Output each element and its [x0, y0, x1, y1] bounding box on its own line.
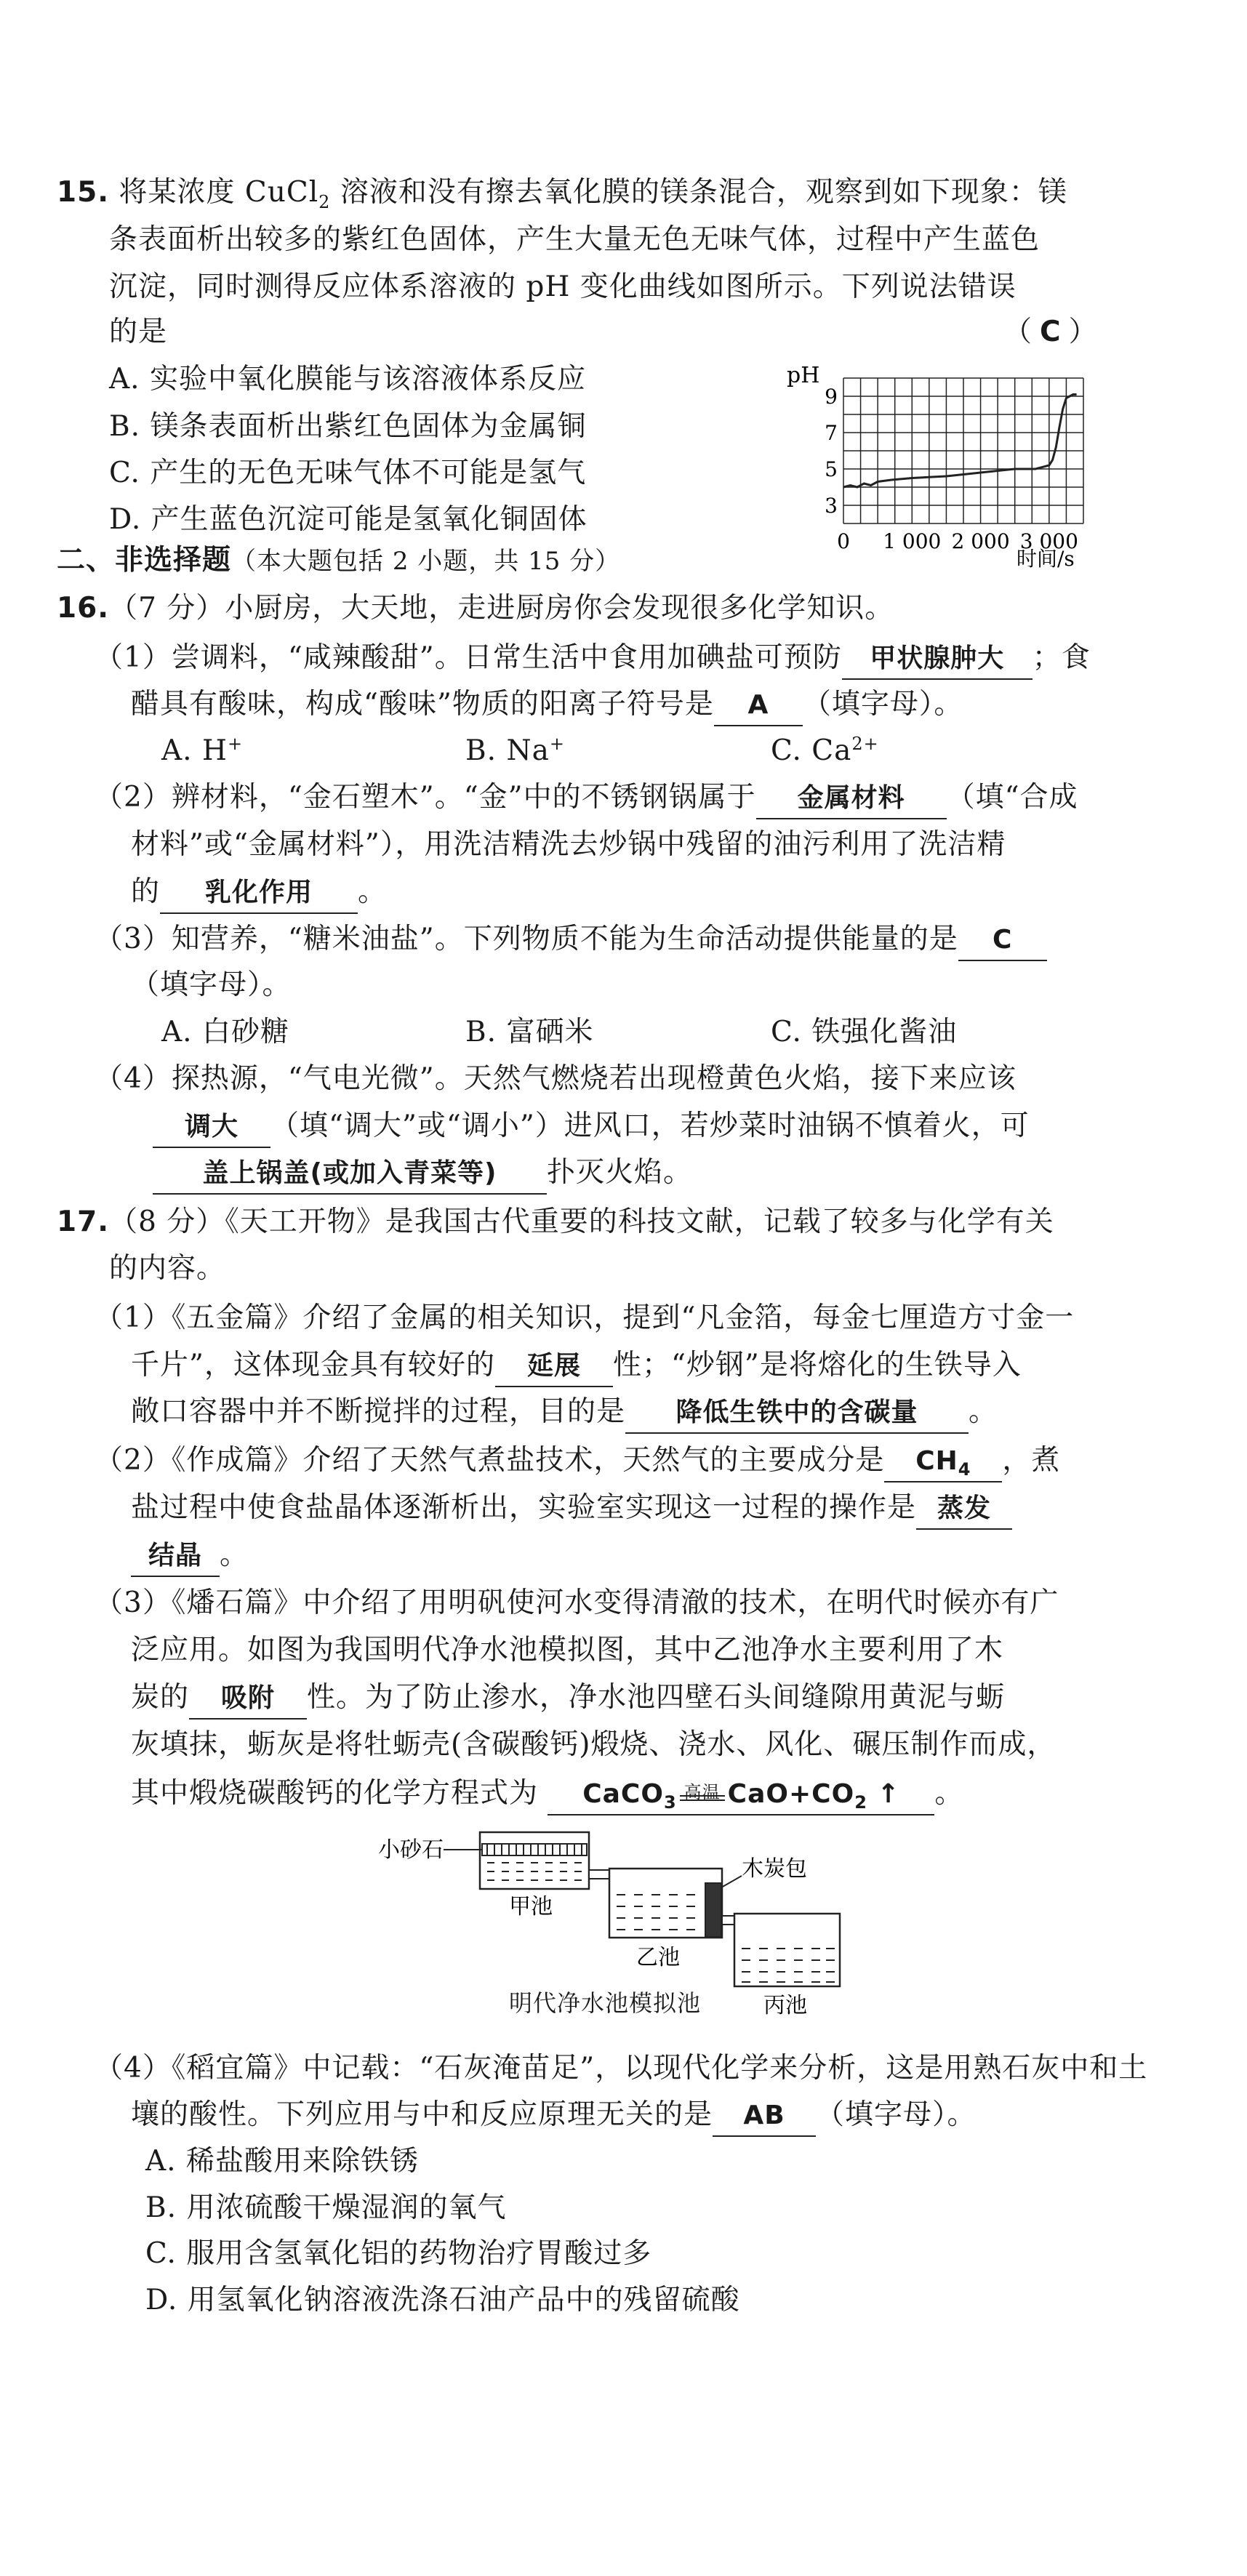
q16-p3-options [0, 1013, 1247, 1052]
equation-blank: CaCO$_3$ 高温 $CaO+CO_2$ ↑ [548, 1775, 934, 1815]
q17-p4-line-1: （4）《稻宜篇》中记载：“石灰淹苗足”，以现代化学来分析，这是用熟石灰中和土 [95, 2052, 1148, 2085]
answer-blank: A [714, 686, 803, 726]
x-tick-label: 3 000 [1019, 529, 1078, 553]
answer-blank: 结晶 [131, 1536, 220, 1577]
y-tick-label: 7 [825, 421, 838, 445]
q15-line-1: 15. 将某浓度 CuCl$_2$ 溶液和没有擦去氧化膜的镁条混合，观察到如下现象：镁 [57, 176, 1067, 212]
answer-blank: AB [713, 2096, 816, 2137]
q16-p3-line-2: （填字母）。 [131, 968, 292, 1001]
q17-p2-line-1: （2）《作成篇》介绍了天然气煮盐技术，天然气的主要成分是 $CH_4$ ，煮 [95, 1441, 1060, 1482]
answer-blank: 降低生铁中的含碳量 [625, 1393, 969, 1434]
answer-blank: 金属材料 [756, 779, 947, 819]
q16-p2-line-2: 材料”或“金属材料”），用洗洁精洗去炒锅中残留的油污利用了洗洁精 [131, 828, 1006, 861]
y-axis-label: pH [787, 363, 820, 388]
q15-answer: （ C ） [1003, 316, 1098, 348]
q17-p4-option-d: D. 用氢氧化钠溶液洗涤石油产品中的残留硫酸 [145, 2284, 740, 2316]
q17-p1-line-1: （1）《五金篇》介绍了金属的相关知识，提到“凡金箔，每金七厘造方寸金一 [95, 1301, 1075, 1334]
answer-blank: C [958, 920, 1047, 961]
q17-p3-line-3: 炭的 吸附 性。为了防止渗水，净水池四壁石头间缝隙用黄泥与蛎 [131, 1678, 1005, 1720]
label-pool-c: 丙池 [763, 1993, 807, 2018]
q15-line-3: 沉淀，同时测得反应体系溶液的 pH 变化曲线如图所示。下列说法错误 [109, 270, 1017, 303]
label-sand: 小砂石 [378, 1837, 444, 1863]
x-tick-label: 0 [837, 529, 850, 553]
x-axis-label: 时间/s [1017, 547, 1075, 571]
q16-p1-line-2: 醋具有酸味，构成“酸味”物质的阳离子符号是 A （填字母）。 [131, 685, 963, 726]
q17-p4-line-2: 壤的酸性。下列应用与中和反应原理无关的是 AB （填字母）。 [131, 2095, 977, 2137]
option-a: A. H+ [161, 734, 244, 767]
answer-blank: 蒸发 [916, 1489, 1012, 1530]
x-tick-label: 2 000 [951, 529, 1010, 553]
q16-p4-line-3: 盖上锅盖(或加入青菜等) 扑灭火焰。 [153, 1153, 692, 1195]
label-charcoal: 木炭包 [742, 1856, 807, 1882]
answer-blank: 盖上锅盖(或加入青菜等) [153, 1154, 547, 1195]
option-b: B. 富硒米 [465, 1016, 594, 1048]
label-pool-a: 甲池 [509, 1894, 553, 1919]
q16-p2-line-3: 的 乳化作用 。 [131, 872, 387, 914]
q16-p1-options [0, 731, 1247, 771]
option-c: C. $Ca^{2+}$ [771, 734, 879, 767]
ph-curve [843, 395, 1077, 488]
q17-p3-line-5: 其中煅烧碳酸钙的化学方程式为 CaCO$_3$ 高温 $CaO+CO_2$ ↑ 。 [131, 1774, 963, 1815]
q15-line-4: 的是 [109, 316, 168, 348]
question-number: 16. [57, 592, 110, 625]
charcoal-bag [705, 1883, 721, 1937]
option-c: C. 铁强化酱油 [771, 1016, 958, 1048]
q15-option-b: B. 镁条表面析出紫红色固体为金属铜 [109, 410, 587, 443]
q16-p4-line-2: 调大 （填“调大”或“调小”）进风口，若炒菜时油锅不慎着火，可 [153, 1107, 1030, 1148]
q17-p4-option-a: A. 稀盐酸用来除铁锈 [145, 2145, 419, 2178]
q16-p4-line-1: （4）探热源，“气电光微”。天然气燃烧若出现橙黄色火焰，接下来应该 [95, 1062, 1017, 1095]
diagram-caption: 明代净水池模拟池 [509, 1989, 702, 2017]
question-number: 15. [57, 176, 110, 209]
option-a: A. 白砂糖 [161, 1016, 289, 1048]
y-tick-label: 9 [825, 385, 838, 409]
ph-chart [785, 356, 1127, 574]
q17-p1-line-2: 千片”，这体现金具有较好的 延展 性；“炒钢”是将熔化的生铁导入 [131, 1346, 1022, 1387]
q17-p4-option-b: B. 用浓硫酸干燥湿润的氧气 [145, 2191, 507, 2224]
question-number: 17. [57, 1205, 110, 1238]
q17-p1-line-3: 敞口容器中并不断搅拌的过程，目的是 降低生铁中的含碳量 。 [131, 1392, 998, 1434]
pool-c [734, 1914, 840, 1986]
q15-option-a: A. 实验中氧化膜能与该溶液体系反应 [109, 363, 586, 396]
section-title: 二、非选择题（本大题包括 2 小题，共 15 分） [57, 544, 621, 577]
label-pool-b: 乙池 [636, 1945, 680, 1970]
answer-blank: 调大 [153, 1107, 270, 1148]
q16-p2-line-1: （2）辨材料，“金石塑木”。“金”中的不锈钢锅属于 金属材料 （填“合成 [95, 778, 1078, 819]
q16-intro: 16.（7 分）小厨房，大天地，走进厨房你会发现很多化学知识。 [57, 592, 894, 625]
q16-p1-line-1: （1）尝调料，“咸辣酸甜”。日常生活中食用加碘盐可预防 甲状腺肿大 ；食 [95, 638, 1091, 680]
q17-p3-line-1: （3）《燔石篇》中介绍了用明矾使河水变得清澈的技术，在明代时候亦有广 [95, 1586, 1059, 1619]
q15-option-d: D. 产生蓝色沉淀可能是氢氧化铜固体 [109, 503, 588, 536]
q17-intro-2: 的内容。 [109, 1252, 226, 1285]
q17-p4-option-c: C. 服用含氢氧化铝的药物治疗胃酸过多 [145, 2237, 652, 2270]
answer-blank: $CH_4$ [884, 1442, 1002, 1482]
y-tick-label: 3 [825, 494, 838, 518]
q17-intro-1: 17.（8 分）《天工开物》是我国古代重要的科技文献，记载了较多与化学有关 [57, 1205, 1054, 1238]
answer-blank: 吸附 [189, 1679, 307, 1720]
option-b: B. Na+ [465, 734, 565, 767]
q15-line-2: 条表面析出较多的紫红色固体，产生大量无色无味气体，过程中产生蓝色 [109, 223, 1040, 256]
q17-p3-line-2: 泛应用。如图为我国明代净水池模拟图，其中乙池净水主要利用了木 [131, 1634, 1004, 1666]
q16-p3-line-1: （3）知营养，“糖米油盐”。下列物质不能为生命活动提供能量的是 C [95, 920, 1047, 961]
q17-p3-line-4: 灰填抹，蛎灰是将牡蛎壳(含碳酸钙)煅烧、浇水、风化、碾压制作而成， [131, 1728, 1056, 1761]
answer-blank: 甲状腺肿大 [842, 639, 1033, 680]
x-tick-label: 1 000 [883, 529, 942, 553]
answer-blank: 延展 [495, 1347, 613, 1387]
answer-text: C [1040, 316, 1062, 348]
answer-blank: 乳化作用 [160, 873, 358, 914]
q15-option-c: C. 产生的无色无味气体不可能是氢气 [109, 457, 587, 489]
q17-p2-line-2: 盐过程中使食盐晶体逐渐析出，实验室实现这一过程的操作是 蒸发 [131, 1488, 1012, 1530]
q17-p2-line-3: 结晶 。 [131, 1536, 249, 1577]
chart-grid [843, 378, 1083, 523]
y-tick-label: 5 [825, 457, 838, 481]
